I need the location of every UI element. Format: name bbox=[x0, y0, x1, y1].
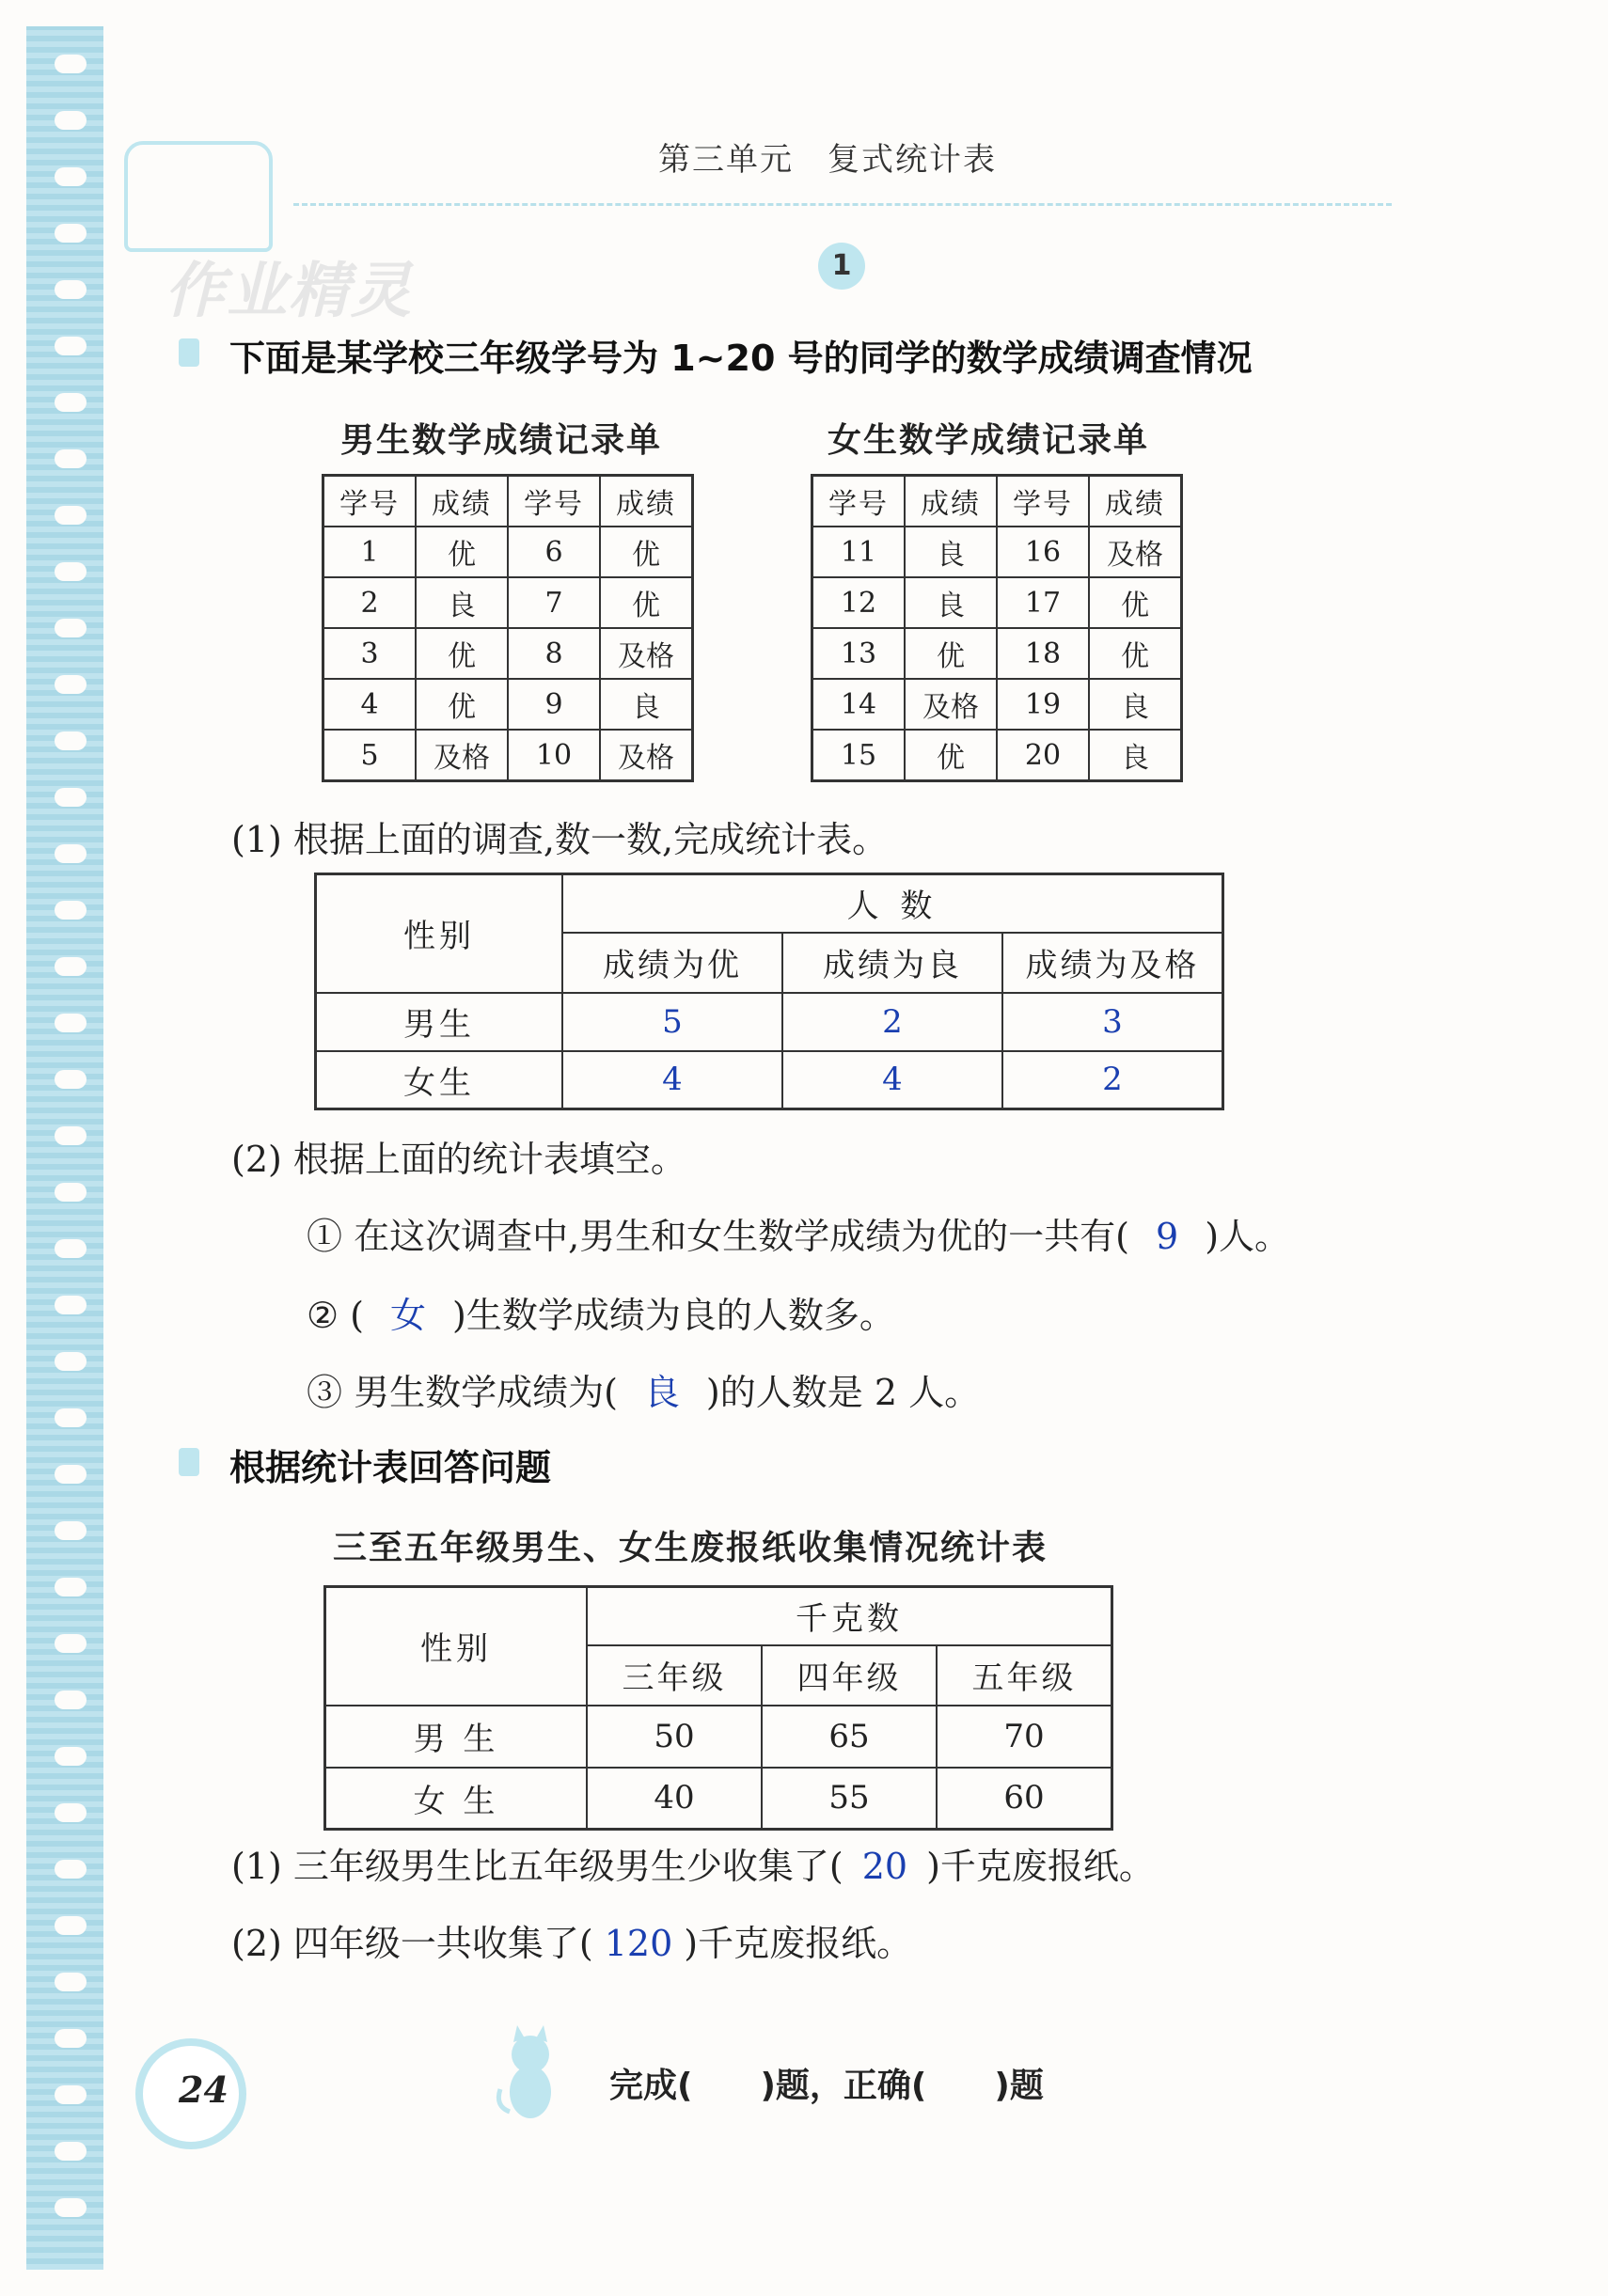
id-cell: 14 bbox=[812, 679, 906, 730]
grade-cell: 及格 bbox=[905, 679, 997, 730]
id-cell: 4 bbox=[323, 679, 417, 730]
unit-header: 千克数 bbox=[587, 1587, 1112, 1645]
id-cell: 1 bbox=[323, 527, 417, 577]
grade-cell: 良 bbox=[1089, 679, 1182, 730]
id-cell: 5 bbox=[323, 730, 417, 781]
answer-cell[interactable]: 4 bbox=[562, 1051, 782, 1109]
gender-header: 性别 bbox=[316, 874, 563, 993]
grade-cell: 优 bbox=[905, 730, 997, 781]
house-logo-icon bbox=[124, 141, 273, 252]
header-divider bbox=[293, 203, 1392, 206]
value-cell: 60 bbox=[937, 1768, 1112, 1830]
header-cell: 成绩 bbox=[416, 476, 508, 527]
spiral-binding bbox=[26, 26, 103, 2270]
header-cell: 成绩 bbox=[600, 476, 693, 527]
grade-cell: 良 bbox=[600, 679, 693, 730]
fill-answer[interactable]: 女 bbox=[389, 1295, 426, 1336]
id-cell: 2 bbox=[323, 577, 417, 628]
answer-cell[interactable]: 2 bbox=[1002, 1051, 1223, 1109]
row-label: 男生 bbox=[316, 993, 563, 1051]
table-row bbox=[316, 1051, 1223, 1109]
value-cell: 40 bbox=[587, 1768, 762, 1830]
question-2-part-2 bbox=[231, 1914, 912, 1966]
table-row bbox=[812, 577, 1182, 628]
fill-answer[interactable]: 良 bbox=[643, 1372, 680, 1413]
fill-answer[interactable]: 9 bbox=[1156, 1216, 1179, 1257]
column-header: 四年级 bbox=[762, 1645, 937, 1706]
grade-cell: 优 bbox=[600, 527, 693, 577]
value-cell: 70 bbox=[937, 1706, 1112, 1768]
table-row bbox=[323, 628, 693, 679]
newspaper-table bbox=[323, 1585, 1113, 1831]
question-marker-icon bbox=[179, 338, 199, 367]
id-cell: 12 bbox=[812, 577, 906, 628]
grade-cell: 及格 bbox=[416, 730, 508, 781]
fill-text: (2) 四年级一共收集了( bbox=[231, 1923, 593, 1964]
table-row bbox=[812, 527, 1182, 577]
question-1-part-1: (1) 根据上面的调查,数一数,完成统计表。 bbox=[231, 819, 889, 860]
newspaper-table-caption: 三至五年级男生、女生废报纸收集情况统计表 bbox=[333, 1529, 1048, 1567]
id-cell: 17 bbox=[997, 577, 1089, 628]
section-badge: 1 bbox=[818, 243, 865, 290]
grade-cell: 良 bbox=[1089, 730, 1182, 781]
grade-cell: 良 bbox=[905, 577, 997, 628]
table-row bbox=[323, 679, 693, 730]
header-cell: 学号 bbox=[323, 476, 417, 527]
id-cell: 11 bbox=[812, 527, 906, 577]
fill-text: ① 在这次调查中,男生和女生数学成绩为优的一共有( bbox=[307, 1216, 1129, 1257]
table-row bbox=[323, 527, 693, 577]
id-cell: 8 bbox=[508, 628, 600, 679]
girls-record-table bbox=[811, 474, 1183, 782]
id-cell: 9 bbox=[508, 679, 600, 730]
id-cell: 18 bbox=[997, 628, 1089, 679]
answer-cell[interactable]: 5 bbox=[562, 993, 782, 1051]
table-row bbox=[316, 993, 1223, 1051]
id-cell: 13 bbox=[812, 628, 906, 679]
question-2-title: 根据统计表回答问题 bbox=[229, 1447, 552, 1488]
column-header: 成绩为良 bbox=[782, 933, 1002, 993]
value-cell: 55 bbox=[762, 1768, 937, 1830]
grade-cell: 优 bbox=[600, 577, 693, 628]
fill-answer[interactable]: 20 bbox=[861, 1846, 908, 1887]
id-cell: 16 bbox=[997, 527, 1089, 577]
row-label: 女 生 bbox=[325, 1768, 588, 1830]
grade-cell: 优 bbox=[1089, 577, 1182, 628]
grade-cell: 优 bbox=[416, 679, 508, 730]
table-row bbox=[323, 577, 693, 628]
grade-cell: 优 bbox=[416, 527, 508, 577]
table-row bbox=[323, 730, 693, 781]
grade-cell: 优 bbox=[416, 628, 508, 679]
girls-record-caption: 女生数学成绩记录单 bbox=[828, 421, 1150, 460]
completion-tracker: 完成( )题，正确( )题 bbox=[609, 2067, 1044, 2105]
answer-cell[interactable]: 4 bbox=[782, 1051, 1002, 1109]
fill-blank-1 bbox=[307, 1207, 1290, 1259]
table-row bbox=[812, 730, 1182, 781]
value-cell: 50 bbox=[587, 1706, 762, 1768]
answer-cell[interactable]: 2 bbox=[782, 993, 1002, 1051]
fill-text: )生数学成绩为良的人数多。 bbox=[452, 1295, 895, 1336]
column-header: 成绩为优 bbox=[562, 933, 782, 993]
header-cell: 学号 bbox=[812, 476, 906, 527]
page-title: 第三单元 复式统计表 bbox=[658, 141, 997, 179]
row-label: 女生 bbox=[316, 1051, 563, 1109]
gender-header: 性别 bbox=[325, 1587, 588, 1706]
question-marker-icon bbox=[179, 1448, 199, 1476]
grade-cell: 良 bbox=[416, 577, 508, 628]
id-cell: 6 bbox=[508, 527, 600, 577]
count-header: 人 数 bbox=[562, 874, 1223, 933]
grade-cell: 及格 bbox=[600, 730, 693, 781]
grade-cell: 及格 bbox=[1089, 527, 1182, 577]
fill-text: )千克废报纸。 bbox=[926, 1846, 1155, 1887]
cat-mascot-icon bbox=[493, 2021, 568, 2125]
grade-cell: 优 bbox=[905, 628, 997, 679]
table-row bbox=[325, 1706, 1112, 1768]
id-cell: 20 bbox=[997, 730, 1089, 781]
header-cell: 成绩 bbox=[1089, 476, 1182, 527]
table-row bbox=[812, 628, 1182, 679]
fill-text: ③ 男生数学成绩为( bbox=[307, 1372, 618, 1413]
boys-record-table bbox=[322, 474, 694, 782]
watermark-logo: 作业精灵 bbox=[165, 257, 413, 326]
table-row bbox=[325, 1768, 1112, 1830]
header-cell: 成绩 bbox=[905, 476, 997, 527]
table-row bbox=[812, 679, 1182, 730]
id-cell: 19 bbox=[997, 679, 1089, 730]
grade-cell: 及格 bbox=[600, 628, 693, 679]
column-header: 成绩为及格 bbox=[1002, 933, 1223, 993]
question-1-title: 下面是某学校三年级学号为 1~20 号的同学的数学成绩调查情况 bbox=[229, 338, 1253, 379]
id-cell: 3 bbox=[323, 628, 417, 679]
answer-cell[interactable]: 3 bbox=[1002, 993, 1223, 1051]
row-label: 男 生 bbox=[325, 1706, 588, 1768]
fill-text: )千克废报纸。 bbox=[684, 1923, 913, 1964]
grade-cell: 良 bbox=[905, 527, 997, 577]
fill-text: )的人数是 2 人。 bbox=[705, 1372, 981, 1413]
header-cell: 学号 bbox=[508, 476, 600, 527]
grade-cell: 优 bbox=[1089, 628, 1182, 679]
fill-answer[interactable]: 120 bbox=[604, 1923, 673, 1964]
id-cell: 15 bbox=[812, 730, 906, 781]
id-cell: 10 bbox=[508, 730, 600, 781]
fill-blank-2 bbox=[307, 1286, 895, 1338]
grade-count-table bbox=[314, 873, 1224, 1110]
fill-blank-3 bbox=[307, 1363, 980, 1415]
column-header: 三年级 bbox=[587, 1645, 762, 1706]
fill-text: ② ( bbox=[307, 1295, 364, 1336]
id-cell: 7 bbox=[508, 577, 600, 628]
fill-text: (1) 三年级男生比五年级男生少收集了( bbox=[231, 1846, 843, 1887]
question-2-part-1 bbox=[231, 1837, 1155, 1889]
page-number: 24 bbox=[179, 2068, 229, 2111]
boys-record-caption: 男生数学成绩记录单 bbox=[340, 421, 663, 460]
column-header: 五年级 bbox=[937, 1645, 1112, 1706]
question-1-part-2: (2) 根据上面的统计表填空。 bbox=[231, 1139, 686, 1180]
header-cell: 学号 bbox=[997, 476, 1089, 527]
value-cell: 65 bbox=[762, 1706, 937, 1768]
fill-text: )人。 bbox=[1205, 1216, 1291, 1257]
